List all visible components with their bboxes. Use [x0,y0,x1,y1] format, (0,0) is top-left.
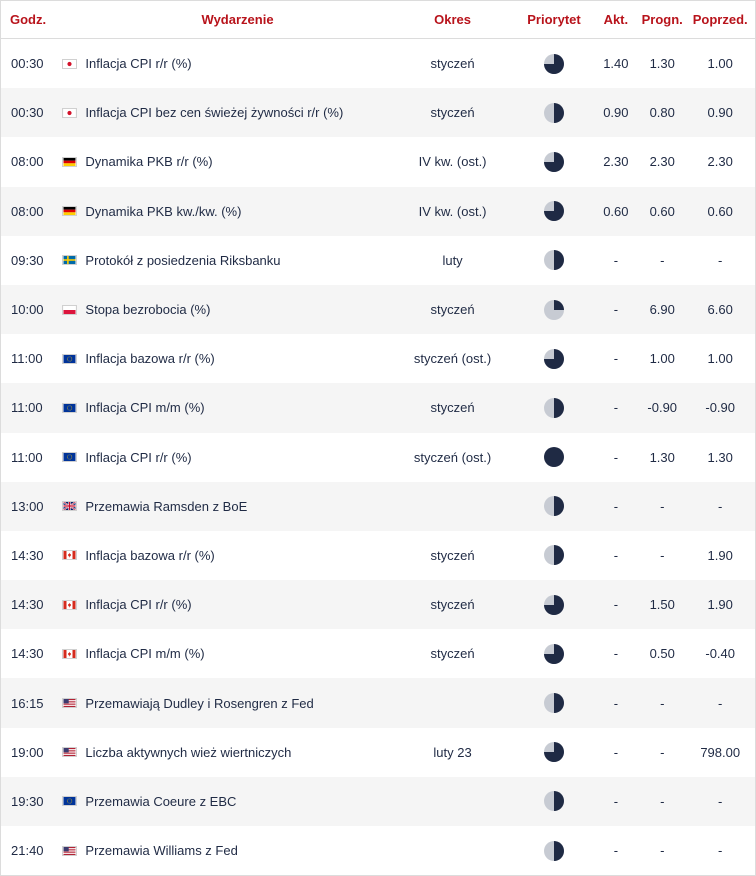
header-actual: Akt. [603,12,629,27]
forecast-value: - [660,547,665,563]
event-name: Stopa bezrobocia (%) [85,302,211,318]
table-row[interactable] [1,39,755,88]
previous-value: 1.00 [707,56,733,72]
actual-value: - [613,302,619,318]
event-time: 00:30 [11,105,44,121]
country-flag-icon [54,59,85,69]
event-time: 11:00 [11,351,43,367]
previous-value: 2.30 [707,154,733,170]
previous-value: 1.30 [707,449,733,465]
event-time: 00:30 [11,56,44,72]
priority-icon [515,643,592,665]
previous-value: 0.60 [707,203,733,219]
country-flag-icon [54,698,85,708]
priority-icon [515,299,592,321]
previous-value: -0.90 [705,400,736,416]
country-flag-icon [54,550,85,560]
previous-value: 0.90 [707,105,733,121]
event-period: styczeń (ost.) [413,351,492,367]
priority-icon [515,594,592,616]
previous-value: - [718,498,723,514]
actual-value: 2.30 [603,154,629,170]
header-forecast: Progn. [641,12,683,27]
country-flag-icon [54,501,85,511]
event-name: Przemawia Williams z Fed [85,843,238,859]
table-row[interactable] [1,334,755,383]
actual-value: - [613,252,619,268]
actual-value: - [613,400,619,416]
previous-value: 1.00 [707,351,733,367]
header-priority: Priorytet [527,12,581,27]
priority-icon [515,151,592,173]
header-time: Godz. [10,12,47,27]
previous-value: 1.90 [707,547,733,563]
event-period: styczeń [430,597,475,613]
actual-value: 1.40 [603,56,629,72]
actual-value: - [613,744,619,760]
event-period: styczeń (ost.) [413,449,492,465]
forecast-value: 2.30 [649,154,675,170]
table-row[interactable] [1,236,755,285]
previous-value: - [718,252,723,268]
event-time: 08:00 [11,203,44,219]
actual-value: - [613,498,619,514]
actual-value: 0.90 [603,105,629,121]
event-name: Inflacja CPI m/m (%) [85,400,205,416]
country-flag-icon [54,108,85,118]
actual-value: - [613,597,619,613]
event-period: styczeń [430,56,475,72]
table-row[interactable] [1,88,755,137]
header-previous: Poprzed. [692,12,748,27]
event-time: 11:00 [11,400,43,416]
event-name: Dynamika PKB kw./kw. (%) [85,203,242,219]
previous-value: - [718,793,723,809]
table-row[interactable] [1,580,755,629]
table-row[interactable] [1,433,755,482]
event-time: 10:00 [11,302,44,318]
event-period: IV kw. (ost.) [418,154,487,170]
country-flag-icon [54,305,85,315]
priority-icon [515,544,592,566]
event-name: Dynamika PKB r/r (%) [85,154,213,170]
table-row[interactable] [1,826,755,875]
actual-value: - [613,351,619,367]
event-name: Inflacja CPI r/r (%) [85,449,192,465]
country-flag-icon [54,796,85,806]
event-time: 19:00 [11,744,44,760]
event-period: styczeń [430,547,475,563]
forecast-value: 0.60 [649,203,675,219]
country-flag-icon [54,206,85,216]
forecast-value: - [660,252,665,268]
table-row[interactable] [1,777,755,826]
priority-icon [515,249,592,271]
priority-icon [515,53,592,75]
event-name: Inflacja bazowa r/r (%) [85,351,215,367]
event-period: styczeń [430,646,475,662]
table-header [1,1,755,39]
country-flag-icon [54,255,85,265]
table-row[interactable] [1,728,755,777]
event-name: Przemawia Ramsden z BoE [85,498,248,514]
country-flag-icon [54,354,85,364]
event-time: 14:30 [11,597,44,613]
previous-value: 798.00 [700,744,741,760]
event-name: Liczba aktywnych wież wiertniczych [85,744,292,760]
forecast-value: - [660,793,665,809]
country-flag-icon [54,600,85,610]
event-name: Inflacja CPI r/r (%) [85,597,192,613]
table-body [1,39,755,875]
event-period: IV kw. (ost.) [418,203,487,219]
country-flag-icon [54,403,85,413]
event-name: Inflacja bazowa r/r (%) [85,547,215,563]
actual-value: 0.60 [603,203,629,219]
actual-value: - [613,646,619,662]
table-row[interactable] [1,678,755,727]
event-time: 19:30 [11,793,44,809]
table-row[interactable] [1,531,755,580]
actual-value: - [613,793,619,809]
forecast-value: - [660,695,665,711]
table-row[interactable] [1,285,755,334]
event-name: Inflacja CPI m/m (%) [85,646,205,662]
event-name: Inflacja CPI bez cen świeżej żywności r/r (%) [85,105,344,121]
event-name: Przemawiają Dudley i Rosengren z Fed [85,695,314,711]
forecast-value: 1.50 [649,597,675,613]
actual-value: - [613,843,619,859]
previous-value: -0.40 [705,646,736,662]
table-row[interactable] [1,629,755,678]
event-time: 16:15 [11,695,44,711]
forecast-value: -0.90 [647,400,678,416]
table-row[interactable] [1,137,755,186]
country-flag-icon [54,846,85,856]
forecast-value: 1.00 [649,351,675,367]
header-period: Okres [434,12,471,27]
actual-value: - [613,695,619,711]
table-row[interactable] [1,383,755,432]
previous-value: 1.90 [707,597,733,613]
forecast-value: - [660,498,665,514]
event-time: 14:30 [11,547,44,563]
priority-icon [515,200,592,222]
forecast-value: 0.50 [649,646,675,662]
priority-icon [515,102,592,124]
event-period: luty [442,252,463,268]
country-flag-icon [54,649,85,659]
actual-value: - [613,449,619,465]
header-event: Wydarzenie [201,12,274,27]
priority-icon [515,790,592,812]
table-row[interactable] [1,187,755,236]
priority-icon [515,692,592,714]
previous-value: - [718,843,723,859]
forecast-value: - [660,843,665,859]
event-period: luty 23 [433,744,472,760]
country-flag-icon [54,747,85,757]
priority-icon [515,348,592,370]
priority-icon [515,741,592,763]
priority-icon [515,446,592,468]
actual-value: - [613,547,619,563]
priority-icon [515,495,592,517]
event-period: styczeń [430,302,475,318]
event-name: Przemawia Coeure z EBC [85,793,237,809]
forecast-value: 0.80 [649,105,675,121]
event-name: Inflacja CPI r/r (%) [85,56,192,72]
forecast-value: 1.30 [649,449,675,465]
previous-value: - [718,695,723,711]
event-period: styczeń [430,105,475,121]
table-row[interactable] [1,482,755,531]
event-name: Protokół z posiedzenia Riksbanku [85,252,281,268]
event-time: 09:30 [11,252,44,268]
event-time: 14:30 [11,646,44,662]
country-flag-icon [54,452,85,462]
forecast-value: - [660,744,665,760]
priority-icon [515,840,592,862]
event-period: styczeń [430,400,475,416]
country-flag-icon [54,157,85,167]
event-time: 21:40 [11,843,44,859]
priority-icon [515,397,592,419]
previous-value: 6.60 [707,302,733,318]
forecast-value: 1.30 [649,56,675,72]
event-time: 08:00 [11,154,44,170]
forecast-value: 6.90 [649,302,675,318]
event-time: 13:00 [11,498,44,514]
event-time: 11:00 [11,449,43,465]
